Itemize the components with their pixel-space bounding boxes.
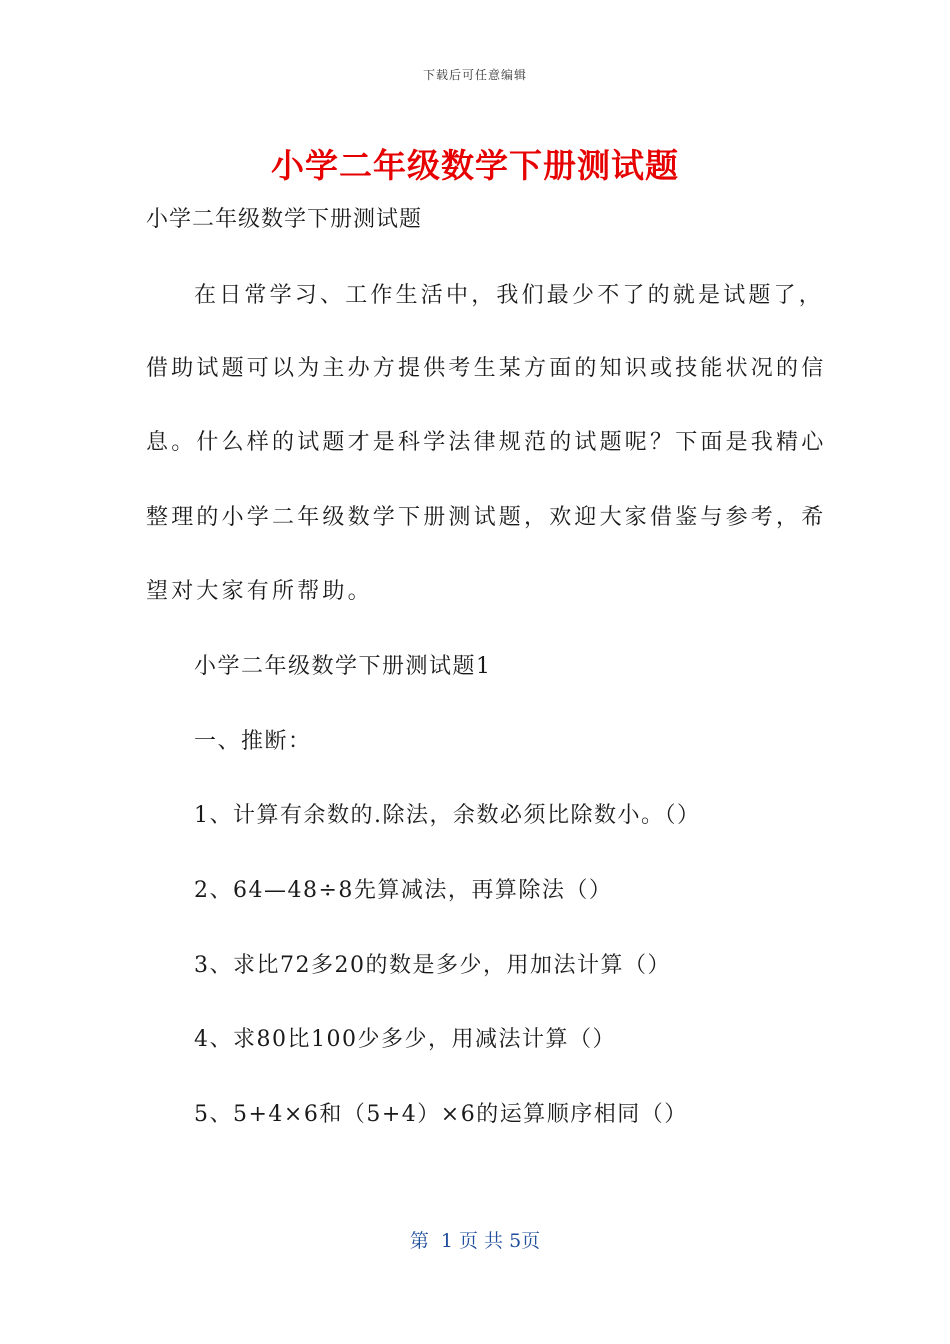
question-item: 4、求80比100少多少，用减法计算（）	[194, 1027, 616, 1052]
intro-line: 借助试题可以为主办方提供考生某方面的知识或技能状况的信	[146, 356, 827, 381]
intro-line: 望对大家有所帮助。	[146, 579, 373, 604]
intro-line: 息。什么样的试题才是科学法律规范的试题呢？下面是我精心	[146, 430, 827, 455]
header-note: 下载后可任意编辑	[422, 68, 527, 82]
question-item: 1、计算有余数的.除法，余数必须比除数小。（）	[194, 803, 701, 828]
question-item: 5、5+4×6和（5+4）×6的运算顺序相同（）	[194, 1102, 688, 1127]
document-subtitle: 小学二年级数学下册测试题	[146, 207, 423, 232]
part-heading: 一、推断：	[194, 729, 312, 754]
section-title: 小学二年级数学下册测试题1	[194, 654, 492, 679]
document-title: 小学二年级数学下册测试题	[271, 146, 679, 185]
intro-line: 在日常学习、工作生活中，我们最少不了的就是试题了，	[194, 283, 825, 308]
page-indicator: 第 1 页 共 5页	[409, 1230, 541, 1252]
question-item: 3、求比72多20的数是多少，用加法计算（）	[194, 953, 671, 978]
intro-line: 整理的小学二年级数学下册测试题，欢迎大家借鉴与参考，希	[146, 505, 827, 530]
question-item: 2、64—48÷8先算减法，再算除法（）	[194, 878, 613, 903]
